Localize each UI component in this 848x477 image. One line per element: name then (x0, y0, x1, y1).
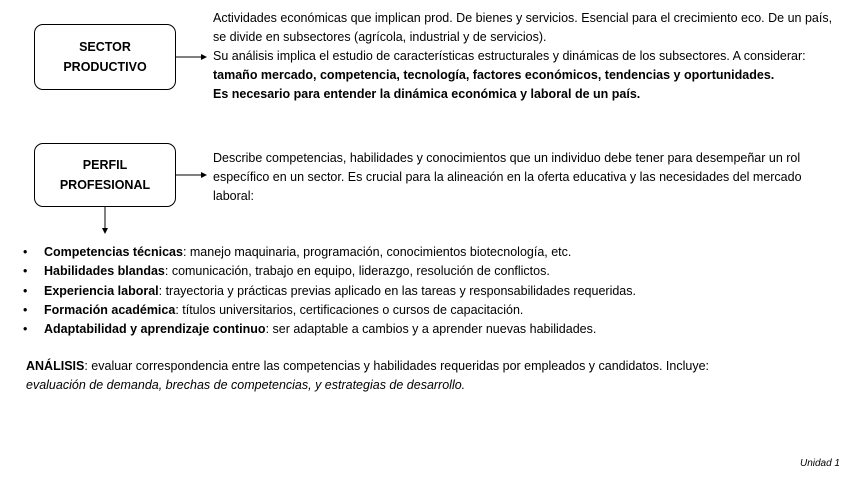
list-item-desc: : títulos universitarios, certificaciones o cursos de capacitación. (175, 302, 524, 317)
sector-productivo-box (34, 24, 176, 90)
list-item-term: Formación académica (44, 302, 176, 317)
list-item (23, 301, 636, 320)
sector-line-b: Su análisis implica el estudio de características estructurales y dinámicas de los subsectores. A considerar: (213, 49, 806, 63)
footer-unit-label: Unidad 1 (799, 458, 840, 469)
list-item-term: Adaptabilidad y aprendizaje continuo (44, 322, 266, 337)
perfil-box-line2: PROFESIONAL (59, 178, 151, 192)
list-item (23, 262, 636, 281)
list-item-term: Habilidades blandas (44, 264, 165, 279)
analysis-paragraph (26, 357, 726, 395)
analysis-label: ANÁLISIS (26, 359, 85, 373)
perfil-profesional-box (34, 143, 176, 207)
analysis-text: : evaluar correspondencia entre las competencias y habilidades requeridas por empleados y candidatos. Incluye: (84, 359, 710, 373)
list-item (23, 243, 636, 262)
bullet-icon: • (23, 264, 28, 279)
perfil-box-line1: PERFIL (82, 158, 128, 172)
perfil-description: Describe competencias, habilidades y conocimientos que un individuo debe tener para desempeñar un rol específico en un sector. Es crucial para la alineación en la oferta educativa y las necesidades del mercado laboral: (213, 151, 802, 203)
sector-description (213, 9, 833, 104)
bullet-icon: • (23, 245, 28, 259)
sector-box-line2: PRODUCTIVO (63, 60, 147, 74)
list-item (23, 282, 636, 301)
list-item-term: Experiencia laboral (44, 283, 159, 298)
list-item-desc: : manejo maquinaria, programación, conocimientos biotecnología, etc. (182, 245, 572, 259)
bullet-icon: • (23, 322, 28, 337)
list-item-desc: : comunicación, trabajo en equipo, liderazgo, resolución de conflictos. (164, 264, 550, 279)
bullet-icon: • (23, 283, 28, 298)
list-item-desc: : ser adaptable a cambios y a aprender nuevas habilidades. (265, 322, 597, 337)
sector-line-a: Actividades económicas que implican prod. De bienes y servicios. Esencial para el crecimiento eco. De un país, se divide en subsectores (agrícola, industrial y de servicios). (213, 11, 833, 44)
sector-line-c: Es necesario para entender la dinámica económica y laboral de un país. (213, 87, 641, 101)
sector-box-line1: SECTOR (79, 40, 131, 54)
list-item-desc: : trayectoria y prácticas previas aplicado en las tareas y responsabilidades requeridas. (158, 283, 636, 298)
bullet-icon: • (23, 302, 28, 317)
list-item-term: Competencias técnicas (44, 245, 183, 259)
analysis-italic: evaluación de demanda, brechas de competencias, y estrategias de desarrollo. (26, 378, 466, 392)
list-item (23, 320, 636, 339)
sector-line-b-bold: tamaño mercado, competencia, tecnología, factores económicos, tendencias y oportunidades. (213, 68, 775, 82)
competency-list (23, 243, 636, 339)
